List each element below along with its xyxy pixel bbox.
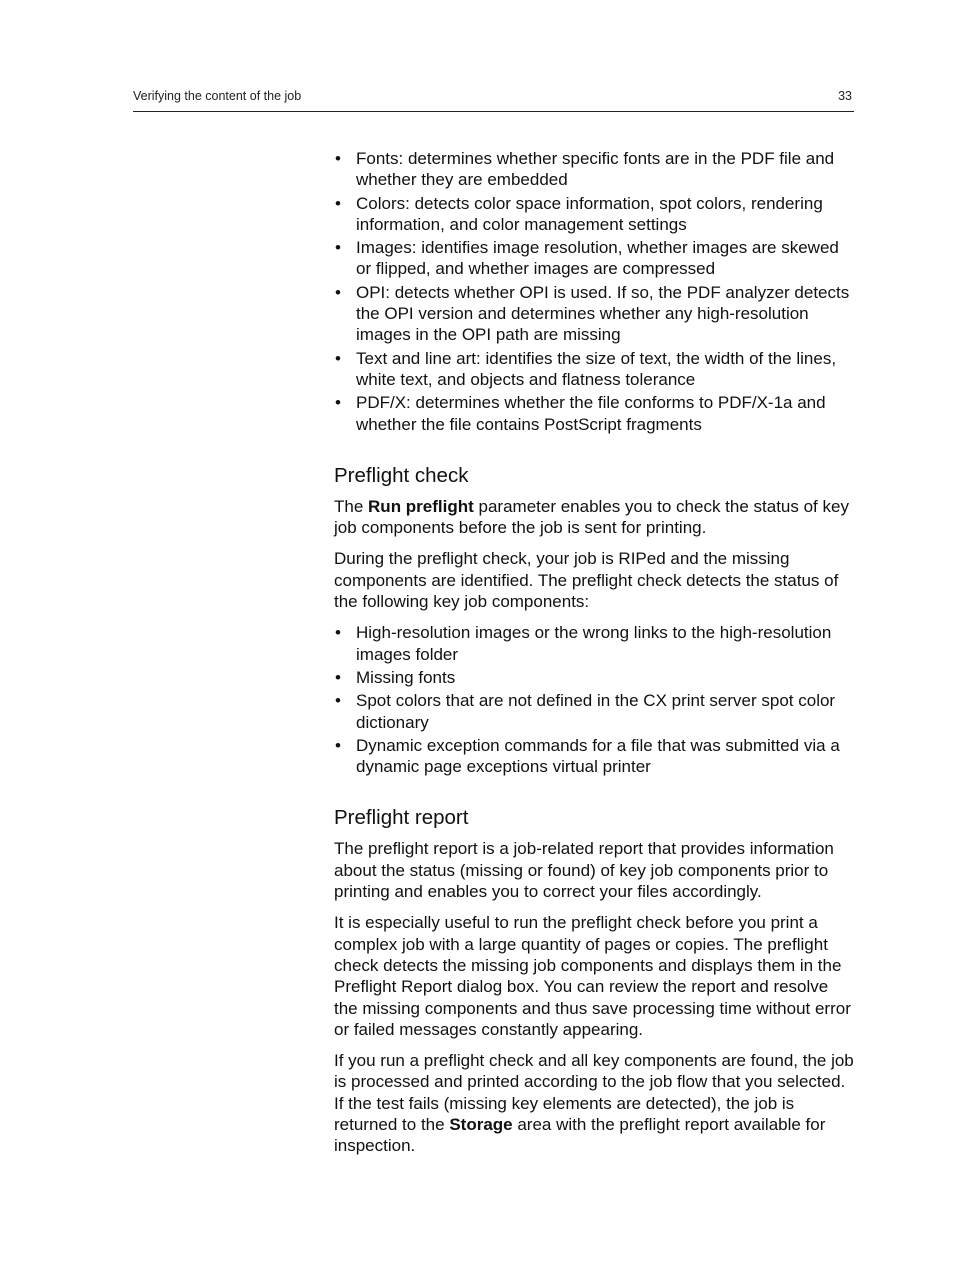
list-item: • OPI: detects whether OPI is used. If so, the PDF analyzer detects the OPI version and determines whether any high-resolution images in the OPI path are missing (334, 282, 856, 346)
preflight-check-heading: Preflight check (334, 463, 469, 487)
list-item: • Missing fonts (334, 667, 856, 688)
text-run: area with the preflight report available for inspection. (334, 1114, 826, 1156)
page-number: 33 (838, 89, 852, 103)
list-item: • Text and line art: identifies the size of text, the width of the lines, white text, and objects and flatness tolerance (334, 348, 856, 391)
preflight-report-heading: Preflight report (334, 806, 469, 830)
list-item: • High-resolution images or the wrong links to the high-resolution images folder (334, 622, 856, 665)
list-item: • Spot colors that are not defined in the CX print server spot color dictionary (334, 690, 856, 733)
text-run: The (334, 496, 369, 516)
list-item: • Fonts: determines whether specific fonts are in the PDF file and whether they are embedded (334, 148, 856, 191)
preflight-check-paragraph-2: During the preflight check, your job is RIPed and the missing components are identified. The preflight check detects the status of the following key job components: (334, 549, 839, 612)
preflight-report-paragraph-1: The preflight report is a job-related report that provides information about the status (missing or found) of key job components prior to printing and enables you to correct your files accordingly. (334, 839, 834, 902)
preflight-components-list (334, 622, 856, 777)
storage-term: Storage (449, 1114, 513, 1134)
preflight-check-paragraph-1 (334, 496, 856, 539)
text-run: If you run a preflight check and all key components are found, the job is processed and printed according to the job flow that you selected. If the test fails (missing key elements are detected), the job is returned to the (334, 1051, 854, 1134)
list-item: • Colors: detects color space information, spot colors, rendering information, and color management settings (334, 193, 856, 236)
list-item: • PDF/X: determines whether the file conforms to PDF/X-1a and whether the file contains PostScript fragments (334, 392, 856, 435)
text-run: parameter enables you to check the status of key job components before the job is sent for printing. (334, 496, 849, 538)
page-header (133, 87, 854, 112)
list-item: • Images: identifies image resolution, whether images are skewed or flipped, and whether images are compressed (334, 237, 856, 280)
running-header-title: Verifying the content of the job (133, 89, 302, 103)
list-item: • Dynamic exception commands for a file that was submitted via a dynamic page exceptions virtual printer (334, 735, 856, 778)
run-preflight-term: Run preflight (368, 496, 474, 516)
preflight-report-paragraph-2: It is especially useful to run the preflight check before you print a complex job with a large quantity of pages or copies. The preflight check detects the missing job components and displays them in the Preflight Report dialog box. You can review the report and resolve the missing components and thus save processing time without error or failed messages constantly appearing. (334, 913, 851, 1039)
analyzer-checks-list (334, 148, 856, 435)
main-content (334, 148, 856, 1167)
preflight-report-paragraph-3 (334, 1050, 856, 1156)
